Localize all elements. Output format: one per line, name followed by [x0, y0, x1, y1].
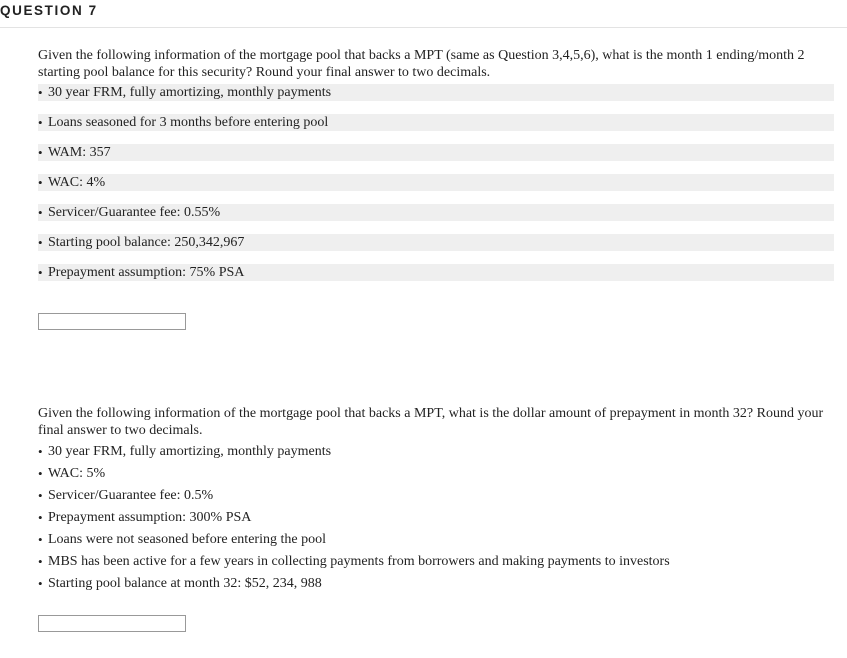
- list-item-text: WAC: 4%: [48, 174, 106, 190]
- bullet-icon: •: [38, 84, 43, 100]
- list-item: [38, 553, 834, 571]
- bullet-icon: •: [38, 204, 43, 220]
- list-item-text: 30 year FRM, fully amortizing, monthly payments: [48, 444, 332, 459]
- bullet-icon: •: [38, 264, 43, 280]
- info-list: [38, 84, 834, 281]
- question-prompt: Given the following information of the mortgage pool that backs a MPT, what is the dollar amount of prepayment in month 32? Round your final answer to two decimals.: [38, 406, 824, 438]
- list-item-text: Loans seasoned for 3 months before entering pool: [48, 114, 329, 130]
- question-title: QUESTION 7: [0, 3, 98, 18]
- answer-input-2[interactable]: [38, 615, 186, 632]
- question-header: [0, 0, 847, 28]
- list-item: [38, 234, 834, 251]
- list-item: [38, 509, 834, 527]
- bullet-icon: •: [38, 488, 43, 503]
- bullet-icon: •: [38, 466, 43, 481]
- bullet-icon: •: [38, 234, 43, 250]
- list-item-text: Prepayment assumption: 300% PSA: [48, 510, 252, 525]
- bullet-icon: •: [38, 114, 43, 130]
- answer-input-1[interactable]: [38, 313, 186, 330]
- list-item: [38, 531, 834, 549]
- list-item-text: Loans were not seasoned before entering the pool: [48, 532, 326, 547]
- list-item: [38, 443, 834, 461]
- bullet-icon: •: [38, 532, 43, 547]
- list-item: [38, 84, 834, 101]
- bullet-icon: •: [38, 510, 43, 525]
- bullet-icon: •: [38, 554, 43, 569]
- list-item-text: Servicer/Guarantee fee: 0.55%: [48, 204, 221, 220]
- list-item: [38, 575, 834, 593]
- list-item: [38, 204, 834, 221]
- list-item: [38, 487, 834, 505]
- list-item-text: WAC: 5%: [48, 466, 106, 481]
- bullet-icon: •: [38, 576, 43, 591]
- list-item-text: Servicer/Guarantee fee: 0.5%: [48, 488, 214, 503]
- question-block-1: [38, 47, 834, 294]
- list-item: [38, 114, 834, 131]
- list-item-text: Starting pool balance: 250,342,967: [48, 234, 245, 250]
- list-item: [38, 465, 834, 483]
- list-item-text: Prepayment assumption: 75% PSA: [48, 264, 245, 280]
- question-block-2: [38, 405, 834, 597]
- question-prompt: Given the following information of the mortgage pool that backs a MPT (same as Question 3,4,5,6), what is the month 1 ending/month 2 starting pool balance for this security? Round your final answer to two decimals.: [38, 48, 805, 80]
- list-item: [38, 174, 834, 191]
- list-item-text: WAM: 357: [48, 144, 111, 160]
- list-item: [38, 144, 834, 161]
- bullet-icon: •: [38, 144, 43, 160]
- bullet-icon: •: [38, 174, 43, 190]
- list-item-text: MBS has been active for a few years in collecting payments from borrowers and making payments to investors: [48, 554, 670, 569]
- list-item-text: 30 year FRM, fully amortizing, monthly payments: [48, 84, 332, 100]
- info-list: [38, 443, 834, 593]
- list-item-text: Starting pool balance at month 32: $52, 234, 988: [48, 576, 322, 591]
- bullet-icon: •: [38, 444, 43, 459]
- list-item: [38, 264, 834, 281]
